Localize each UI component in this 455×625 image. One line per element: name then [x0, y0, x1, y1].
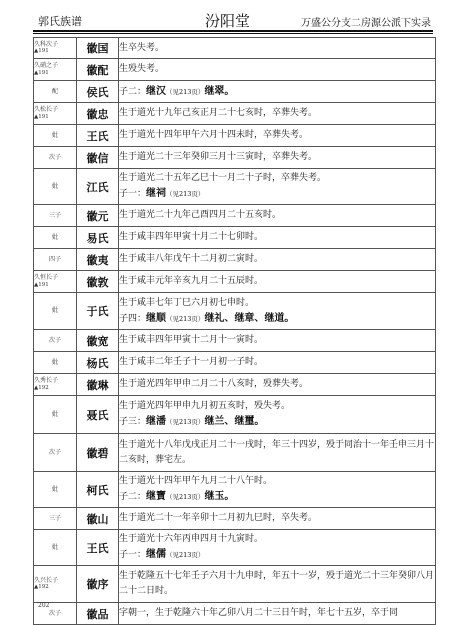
biography-text: [119, 438, 435, 468]
table-row: [34, 374, 436, 396]
children-count: 子一：: [119, 189, 147, 199]
relation-cell: [34, 396, 77, 434]
biography-line-cont: 癸卯八月二十二日时。: [119, 571, 435, 596]
person-name: 徽敦: [77, 271, 119, 293]
biography-text: [119, 150, 435, 165]
relation-cell: [34, 227, 77, 249]
relation-label: 久硝之子: [34, 62, 59, 70]
person-name: 聂氏: [77, 396, 119, 434]
table-row: [34, 205, 436, 227]
biography-cell: [119, 205, 436, 227]
table-row: [34, 396, 436, 434]
table-row: [34, 103, 436, 125]
person-name: 徽品: [77, 603, 119, 625]
table-row: [34, 125, 436, 147]
children-count: 子三：: [119, 417, 147, 427]
person-name: 徽国: [77, 38, 119, 59]
biography-cell: [119, 249, 436, 271]
person-name: 徽宽: [77, 330, 119, 352]
child-name: 继祠: [146, 188, 167, 199]
child-page-ref: （见213页）: [166, 87, 205, 96]
biography-text: [119, 106, 435, 121]
table-row: [34, 472, 436, 508]
child-name: 继寶: [146, 491, 167, 502]
child-name: 继儒: [146, 549, 167, 560]
person-name: 易氏: [77, 227, 119, 249]
biography-cell: [119, 374, 436, 396]
biography-line: 生于乾隆五十七年壬子六月十九申时，年五十一岁，殁于道光二十三年: [119, 571, 399, 581]
children-count: 子四：: [119, 313, 147, 324]
biography-text: [119, 355, 435, 370]
relation-label: 久恒长子: [34, 274, 59, 282]
biography-line: 生殁失考。: [119, 64, 165, 74]
table-row: [34, 352, 436, 374]
person-name: 徽信: [77, 147, 119, 169]
child-name: 继礼、: [204, 312, 235, 324]
relation-cell: [34, 472, 77, 508]
biography-cell: [119, 530, 436, 566]
biography-text: [119, 399, 435, 414]
relation-cell: [34, 169, 77, 205]
relation-label: 久松长子: [34, 106, 59, 114]
children-count: 子二：: [119, 492, 147, 502]
biography-text: [119, 208, 435, 223]
relation-label: 次子: [48, 153, 61, 161]
child-page-ref: （见213页）: [166, 418, 205, 426]
table-row: [34, 169, 436, 205]
header-right: 万盛公分支二房源公派下实录: [301, 18, 431, 29]
table-row: [34, 330, 436, 352]
child-page-ref: （见213页）: [166, 314, 205, 323]
relation-label: 妣: [51, 410, 58, 418]
biography-line: 生于道光四年甲申九月初五亥时，殁失考。: [119, 401, 291, 411]
child-name: 继潘: [146, 416, 167, 427]
child-page-ref: （见213页）: [166, 551, 205, 559]
relation-label: 妣: [51, 485, 58, 493]
biography-text: [119, 606, 435, 621]
biography-line: 生于咸丰八年戊午十二月初二寅时。: [119, 254, 264, 264]
biography-text: [119, 41, 435, 56]
child-page-ref: （见213页）: [166, 493, 205, 501]
table-row: [34, 434, 436, 472]
relation-label: 三子: [48, 514, 61, 522]
person-name: 侯氏: [77, 81, 119, 103]
relation-cell: [34, 271, 77, 293]
table-row: [34, 81, 436, 103]
person-name: 于氏: [77, 293, 119, 330]
biography-text: [119, 532, 435, 547]
biography-line: 生于道光十四年甲午九月二十八午时。: [119, 476, 273, 486]
person-name: 徽忠: [77, 103, 119, 125]
header-rule-thick: [33, 30, 433, 32]
page-ref-marker: ▲192: [34, 384, 49, 391]
page-ref-marker: ▲191: [34, 113, 49, 120]
biography-cell: [119, 330, 436, 352]
relation-label: 配: [51, 87, 58, 95]
relation-cell: [34, 566, 77, 603]
biography-cell: [119, 352, 436, 374]
biography-cell: [119, 566, 436, 603]
biography-text: [119, 128, 435, 143]
child-name: 继汉: [146, 85, 167, 97]
relation-label: 次子: [48, 448, 61, 456]
biography-cell: [119, 103, 436, 125]
biography-line-cont: 葬宅左。: [155, 454, 192, 465]
person-name: 徽琳: [77, 374, 119, 396]
biography-line: 生于道光二十五年乙巳十一月二十子时，卒葬失考。: [119, 173, 327, 183]
relation-cell: [34, 352, 77, 374]
table-row: [34, 293, 436, 330]
person-name: 徽元: [77, 205, 119, 227]
children-line: [119, 489, 435, 505]
biography-line: 生于道光二十三年癸卯三月十三寅时，卒葬失考。: [119, 152, 318, 162]
biography-line: 生于道光十八年戊戌正月二十一戌时，年三十四岁，殁于同治十一年壬申三月十二亥时，: [119, 439, 435, 465]
person-name: 徽夷: [77, 249, 119, 271]
relation-cell: [34, 508, 77, 530]
child-page-ref: （见213页）: [166, 190, 205, 198]
person-name: 柯氏: [77, 472, 119, 508]
header-left: 郭氏族谱: [38, 15, 82, 28]
page-ref-marker: ▲191: [34, 48, 49, 55]
biography-line: 生于道光十九年己亥正月二十七亥时，卒葬失考。: [119, 108, 318, 118]
biography-cell: [119, 125, 436, 147]
genealogy-table: [33, 37, 436, 625]
relation-label: 久秀长子: [34, 377, 59, 385]
biography-line: 生于咸丰元年辛亥九月二十五辰时。: [119, 276, 264, 286]
relation-label: 妣: [51, 358, 58, 366]
biography-cell: [119, 396, 436, 434]
biography-text: [119, 230, 435, 245]
person-name: 杨氏: [77, 352, 119, 374]
relation-label: 妣: [51, 131, 58, 139]
children-line: [119, 547, 435, 563]
children-count: 子二：: [119, 86, 147, 97]
relation-label: 妣: [51, 543, 58, 551]
relation-cell: [34, 205, 77, 227]
biography-text: [119, 377, 435, 392]
biography-cell: [119, 603, 436, 625]
relation-label: 次子: [48, 609, 61, 617]
biography-cell: [119, 227, 436, 249]
table-row: [34, 603, 436, 625]
relation-cell: [34, 38, 77, 59]
biography-line: 生于道光二十九年己酉四月二十五亥时。: [119, 210, 282, 220]
relation-cell: [34, 293, 77, 330]
child-name: 继顺: [146, 312, 167, 324]
biography-line: 生于咸丰七年丁巳六月初七申时。: [119, 297, 255, 308]
relation-label: 妣: [51, 182, 58, 190]
biography-cell: [119, 169, 436, 205]
biography-text: [119, 333, 435, 348]
biography-cell: [119, 434, 436, 472]
table-row: [34, 249, 436, 271]
relation-label: 妣: [51, 233, 58, 241]
biography-text: [119, 62, 435, 77]
table-row: [34, 38, 436, 59]
biography-cell: [119, 59, 436, 81]
table-row: [34, 530, 436, 566]
person-name: 徽碧: [77, 434, 119, 472]
relation-cell: [34, 434, 77, 472]
biography-line: 生卒失考。: [119, 42, 165, 53]
child-name: 继玉。: [204, 491, 235, 502]
biography-cell: [119, 472, 436, 508]
biography-text: [119, 274, 435, 289]
biography-text: [119, 474, 435, 489]
person-name: 王氏: [77, 125, 119, 147]
person-name: 徽山: [77, 508, 119, 530]
table-row: [34, 566, 436, 603]
relation-cell: [34, 530, 77, 566]
children-line: [119, 84, 435, 100]
relation-cell: [34, 330, 77, 352]
biography-text: [119, 296, 435, 311]
table-row: [34, 508, 436, 530]
relation-cell: [34, 374, 77, 396]
person-name: 徽配: [77, 59, 119, 81]
biography-line: 生于咸丰四年甲寅十二月十一寅时。: [119, 335, 264, 345]
biography-cell: [119, 38, 436, 59]
relation-cell: [34, 147, 77, 169]
children-line: [119, 414, 435, 430]
header-rule-thin: [33, 33, 433, 34]
biography-cell: [119, 147, 436, 169]
child-name: 继章、: [234, 312, 265, 324]
page-number: 202: [38, 602, 50, 609]
biography-text: [119, 252, 435, 267]
biography-cell: [119, 293, 436, 330]
relation-cell: [34, 103, 77, 125]
biography-line: 生于道光十四年甲午六月十四未时，卒葬失考。: [119, 130, 309, 140]
biography-cell: [119, 81, 436, 103]
biography-line: 字朝一，生于乾隆六十年乙卯八月二十三日午时，年七十五岁，卒于同: [119, 608, 399, 618]
relation-cell: [34, 125, 77, 147]
page-header: [0, 0, 455, 32]
table-row: [34, 147, 436, 169]
children-line: [119, 311, 435, 327]
children-count: 子一：: [119, 550, 147, 560]
relation-label: 次子: [48, 336, 61, 344]
relation-cell: [34, 59, 77, 81]
biography-text: [119, 511, 435, 526]
child-name: 继兰、: [204, 416, 235, 427]
relation-cell: [34, 249, 77, 271]
table-row: [34, 271, 436, 293]
biography-cell: [119, 508, 436, 530]
biography-line: 生于咸丰四年甲寅十月二十七卯时。: [119, 232, 264, 242]
child-name: 继翠。: [204, 85, 235, 97]
biography-line: 生于道光四年甲申二月二十八亥时，殁葬失考。: [119, 379, 309, 389]
relation-cell: [34, 81, 77, 103]
relation-label: 三子: [48, 211, 61, 219]
table-row: [34, 59, 436, 81]
children-line: [119, 186, 435, 202]
page-ref-marker: ▲191: [34, 281, 49, 288]
table-row: [34, 227, 436, 249]
biography-text: [119, 569, 435, 599]
biography-line: 生于道光十六年丙申四月十九寅时。: [119, 534, 264, 544]
relation-label: 久兴长子: [34, 576, 59, 584]
biography-text: [119, 171, 435, 186]
page-ref-marker: ▲191: [34, 69, 49, 76]
relation-label: 四子: [48, 255, 61, 263]
child-name: 继璽。: [234, 416, 265, 427]
relation-label: 妣: [51, 307, 58, 315]
relation-label: 久科次子: [34, 40, 59, 48]
child-name: 继道。: [264, 312, 295, 324]
biography-line: 生于咸丰二年壬子十一月初一子时。: [119, 357, 264, 367]
person-name: 江氏: [77, 169, 119, 205]
person-name: 徽序: [77, 566, 119, 603]
person-name: 王氏: [77, 530, 119, 566]
biography-line: 生于道光二十一年辛卯十二月初九巳时，卒失考。: [119, 513, 318, 523]
biography-cell: [119, 271, 436, 293]
header-center-title: 汾阳堂: [204, 12, 250, 30]
page-ref-marker: ▲192: [34, 584, 49, 591]
